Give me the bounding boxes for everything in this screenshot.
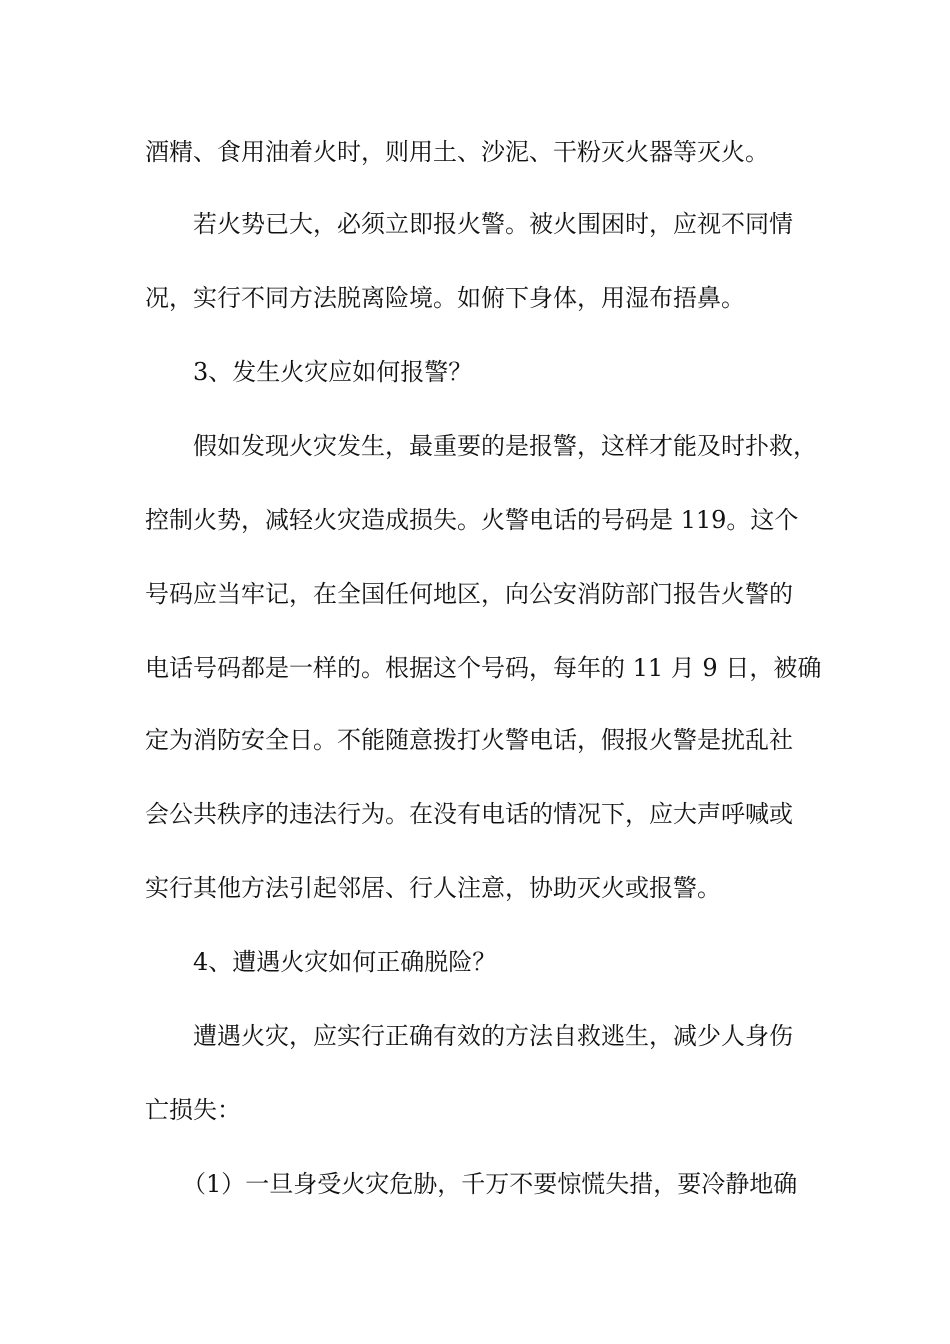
text-line: 酒精、食用油着火时，则用土、沙泥、干粉灭火器等灭火。 [145,138,769,166]
section-heading-3: 3、发生火灾应如何报警？ [193,358,473,386]
paragraph-start-line: 假如发现火灾发生，最重要的是报警，这样才能及时扑救， [193,432,817,460]
text-line: 亡损失： [145,1096,241,1124]
text-line: 定为消防安全日。不能随意拨打火警电话，假报火警是扰乱社 [145,726,793,754]
text-line: 控制火势，减轻火灾造成损失。火警电话的号码是 119。这个 [145,506,799,534]
text-line: 电话号码都是一样的。根据这个号码，每年的 11 月 9 日，被确 [145,654,822,682]
text-line: 况，实行不同方法脱离险境。如俯下身体，用湿布捂鼻。 [145,284,745,312]
paragraph-start-line: 遭遇火灾，应实行正确有效的方法自救逃生，减少人身伤 [193,1022,793,1050]
text-line: 实行其他方法引起邻居、行人注意，协助灭火或报警。 [145,874,721,902]
paragraph-start-line: 若火势已大，必须立即报火警。被火围困时，应视不同情 [193,210,793,238]
text-line: 会公共秩序的违法行为。在没有电话的情况下，应大声呼喊或 [145,800,793,828]
section-heading-4: 4、遭遇火灾如何正确脱险？ [193,948,497,976]
text-line: 号码应当牢记，在全国任何地区，向公安消防部门报告火警的 [145,580,793,608]
list-item-1: （1）一旦身受火灾危胁，千万不要惊慌失措，要冷静地确 [182,1170,798,1198]
